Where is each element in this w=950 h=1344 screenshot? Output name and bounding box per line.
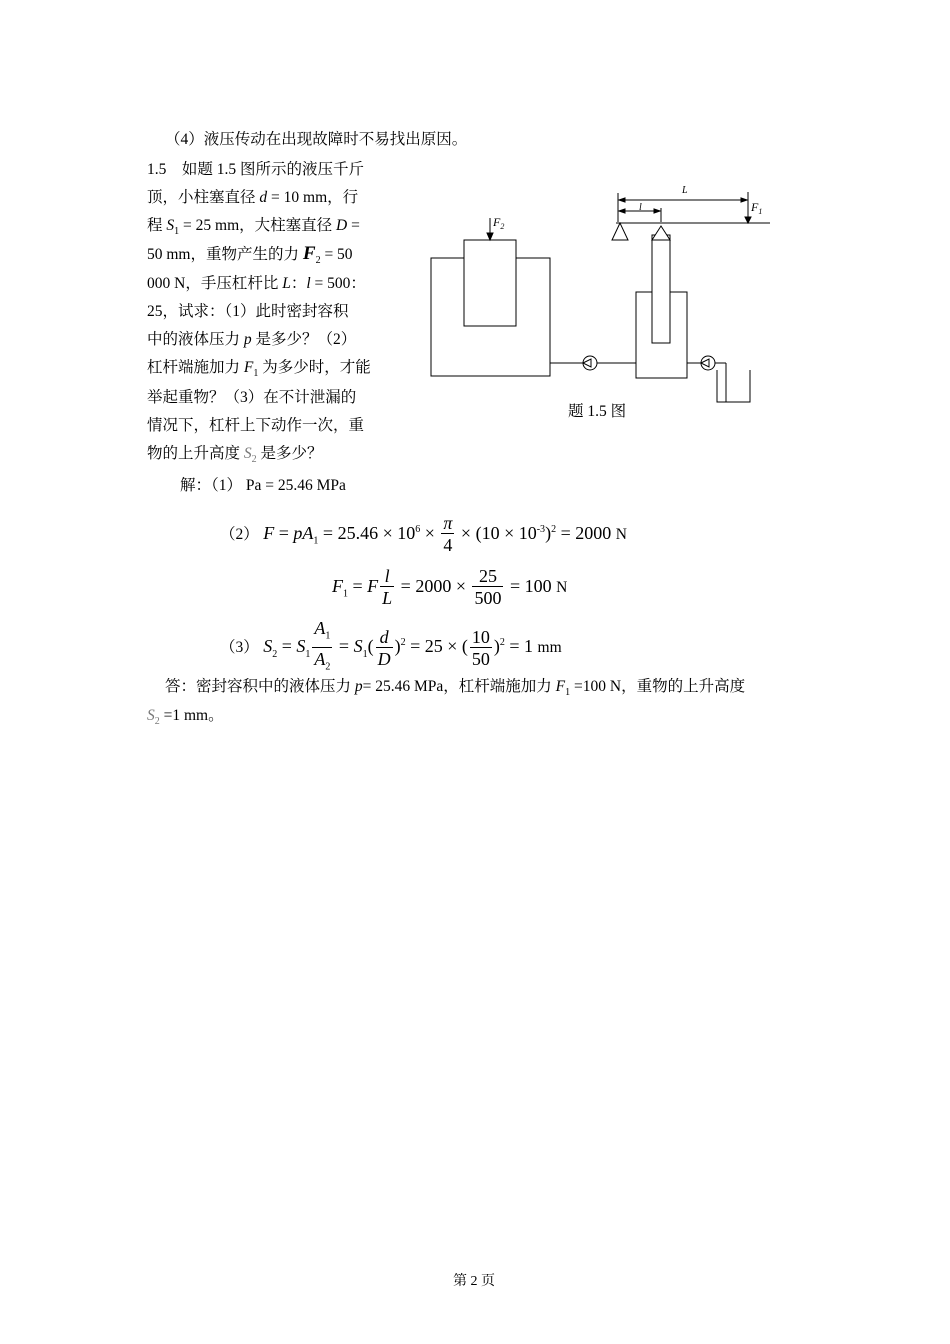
pivot	[612, 223, 628, 240]
problem-line-11: 物的上升高度 $S_2$ 是多少？	[147, 445, 323, 466]
item-4-text: （4）液压传动在出现故障时不易找出原因。	[165, 131, 468, 148]
solution-f1-equation: $F_1 = F$ $\frac{l}{L}$ = 2000 × $\frac{25}{500}$ = 100 N	[332, 566, 568, 609]
page-number: 第 2 页	[453, 1274, 495, 1289]
large-plunger	[464, 240, 516, 326]
solution-part-2: （2） $F = pA_1 = 25.46 \times 10^6$ × $\frac{\pi}{4}$ × $(10 \times 10^{-3})^2 = 2000$ N	[220, 513, 627, 556]
10-over-50-fraction: $\frac{10}{50}$	[471, 626, 490, 669]
problem-line-5: 000 N，手压杠杆比 L：l = 500：	[147, 275, 366, 292]
problem-line-1: 1.5 如题 1.5 图所示的液压千斤	[147, 161, 365, 178]
problem-line-2: 顶，小柱塞直径 d = 10 mm，行	[147, 189, 359, 206]
d-over-D-fraction: $\frac{d}{D}$	[377, 626, 391, 669]
problem-line-8: 杠杆端施加力 $F_1$ 为多少时，才能	[147, 359, 371, 380]
problem-line-4: 50 mm，重物产生的力 $F_2 = 50$	[147, 243, 353, 267]
A1-over-A2-fraction: $\frac{A_1}{A_2}$	[314, 618, 331, 673]
label-F2: $F_2$	[493, 215, 505, 231]
answer-line-2: $S_2 =1$ mm。	[147, 707, 224, 728]
problem-line-9: 举起重物？（3）在不计泄漏的	[147, 389, 357, 406]
small-plunger	[652, 235, 670, 343]
problem-line-3: 程 $S_1 = 25$ mm，大柱塞直径 D =	[147, 217, 360, 238]
label-l: l	[639, 202, 642, 213]
solution-part-1: 解：（1） Pa = 25.46 MPa	[180, 477, 346, 494]
hydraulic-jack-figure	[420, 180, 780, 405]
problem-line-10: 情况下，杠杆上下动作一次，重	[147, 417, 365, 434]
problem-line-7: 中的液体压力 p 是多少？（2）	[147, 331, 357, 348]
problem-line-6: 25，试求：（1）此时密封容积	[147, 303, 349, 320]
figure-caption: 题 1.5 图	[568, 403, 627, 420]
answer-line-1: 答：密封容积中的液体压力 p= 25.46 MPa，杠杆端施加力 $F_1 =100$ N，重物的上升高度	[165, 678, 746, 699]
solution-part-3: （3） $S_2 = S_1$ $\frac{A_1}{A_2}$ = $S_1$( $\frac{d}{D}$ )$^2$ = 25 × ( $\frac{10}{50}$ )$^2$ = 1 mm	[220, 618, 562, 664]
reservoir-tank	[717, 370, 750, 402]
label-L: L	[682, 185, 688, 196]
pi-over-4-fraction: $\frac{\pi}{4}$	[443, 513, 453, 556]
label-F1: $F_1$	[751, 200, 763, 216]
l-over-L-fraction: $\frac{l}{L}$	[382, 566, 393, 609]
25-over-500-fraction: $\frac{25}{500}$	[474, 566, 502, 609]
